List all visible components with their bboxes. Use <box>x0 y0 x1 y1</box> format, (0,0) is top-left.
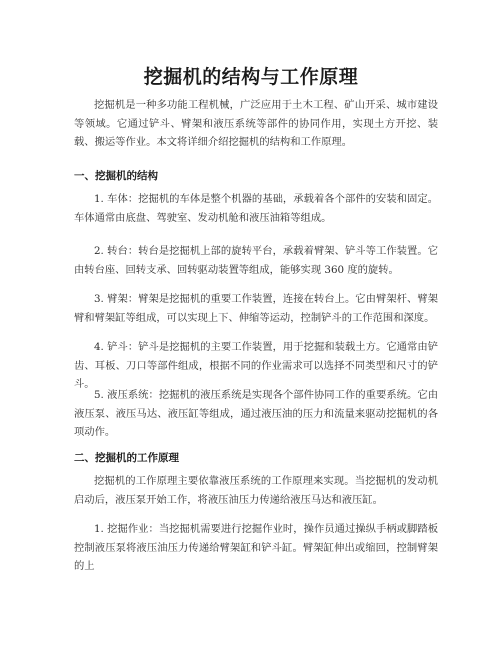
document-title: 挖掘机的结构与工作原理 <box>143 66 359 88</box>
section1-item-4: 4. 铲斗：铲斗是挖掘机的主要工作装置，用于挖掘和装载土方。它通常由铲齿、耳板、刀口等部件组成，根据不同的作业需求可以选择不同类型和尺寸的铲斗。 <box>74 341 438 390</box>
section2-intro: 挖掘机的工作原理主要依靠液压系统的工作原理来实现。当挖掘机的发动机启动后，液压泵开始工作，将液压油压力传递给液压马达和液压缸。 <box>74 475 438 506</box>
section1-item-1: 1. 车体：挖掘机的车体是整个机器的基础，承载着各个部件的安装和固定。车体通常由底盘、驾驶室、发动机舱和液压油箱等组成。 <box>74 193 438 224</box>
section2-heading: 二、挖掘机的工作原理 <box>74 452 179 464</box>
section2-item-1: 1. 挖掘作业：当挖掘机需要进行挖掘作业时，操作员通过操纵手柄或脚踏板控制液压泵将液压油压力传递给臂架缸和铲斗缸。臂架缸伸出或缩回，控制臂架的上 <box>74 523 438 572</box>
section1-item-3: 3. 臂架：臂架是挖掘机的重要工作装置，连接在转台上。它由臂架杆、臂架臂和臂架缸等组成，可以实现上下、伸缩等运动，控制铲斗的工作范围和深度。 <box>74 293 438 324</box>
section1-heading: 一、挖掘机的结构 <box>74 170 158 182</box>
section1-item-5: 5. 液压系统：挖掘机的液压系统是实现各个部件协同工作的重要系统。它由液压泵、液压马达、液压缸等组成，通过液压油的压力和流量来驱动挖掘机的各项动作。 <box>74 389 438 438</box>
intro-paragraph: 挖掘机是一种多功能工程机械，广泛应用于土木工程、矿山开采、城市建设等领域。它通过铲斗、臂架和液压系统等部件的协同作用，实现土方开挖、装载、搬运等作业。本文将详细介绍挖掘机的结构和工作原理。 <box>74 99 438 148</box>
section1-item-2: 2. 转台：转台是挖掘机上部的旋转平台，承载着臂架、铲斗等工作装置。它由转台座、回转支承、回转驱动装置等组成，能够实现 360 度的旋转。 <box>74 245 438 276</box>
